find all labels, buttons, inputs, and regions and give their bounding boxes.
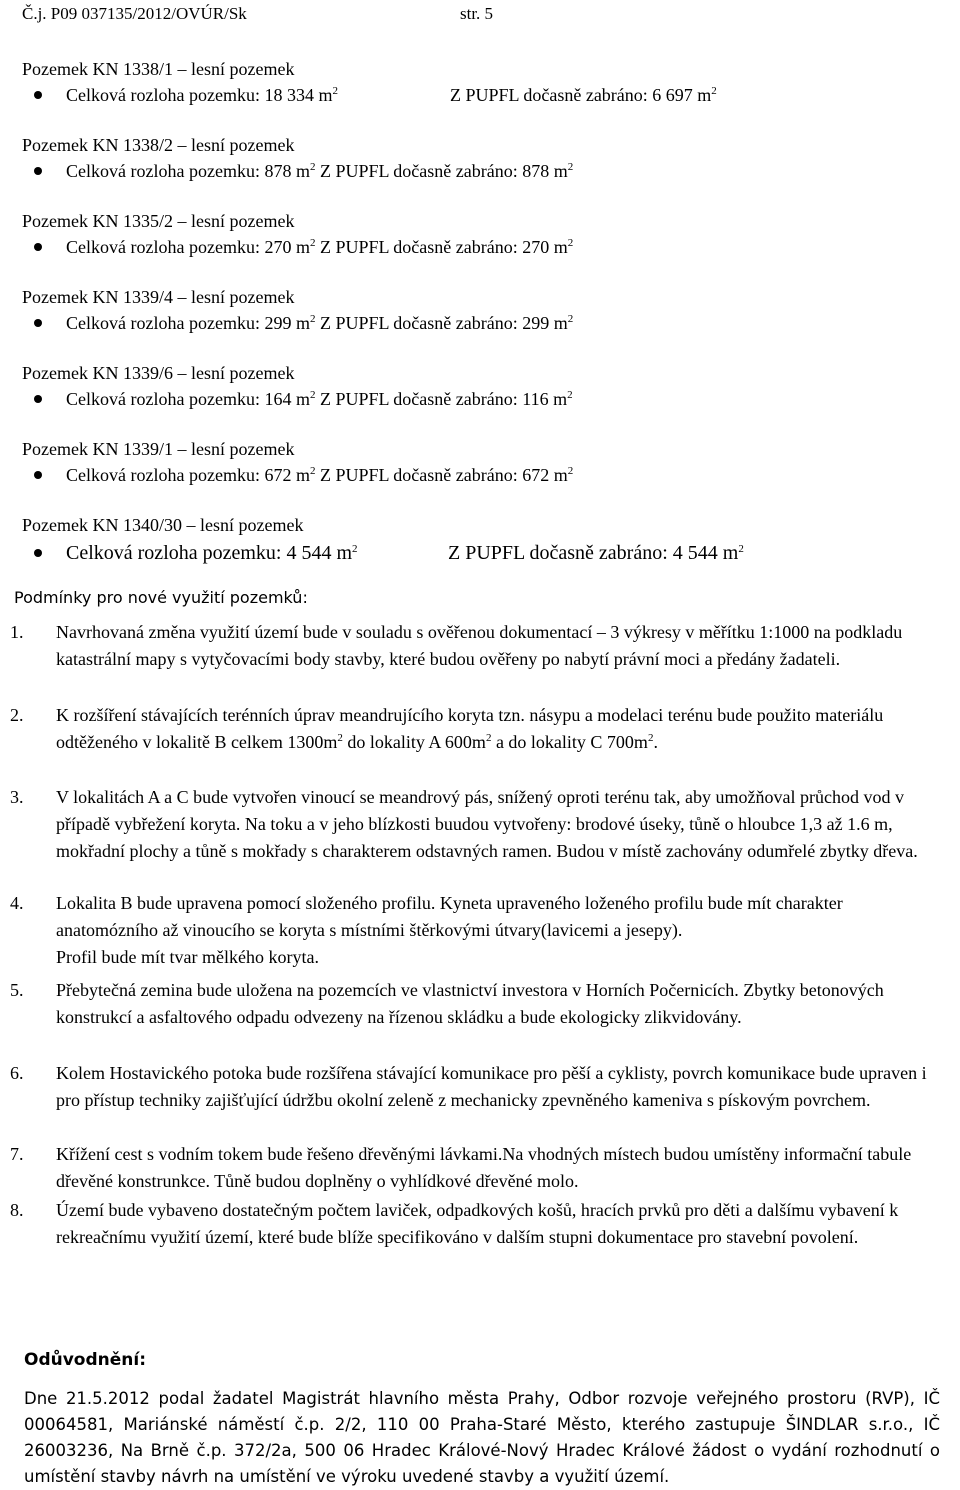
condition-item (10, 784, 945, 865)
condition-item (10, 977, 945, 1031)
plot-block (22, 132, 942, 184)
condition-number: 4. (10, 893, 24, 913)
condition-text: Území bude vybaveno dostatečným počtem laviček, odpadkových košů, hracích prvků pro děti a dalšímu vybavení k rekreačnímu využití území, které bude blíže specifikováno v dalším stupni dokumentace pro stavební povolení. (56, 1200, 899, 1247)
plot-occupied: Z PUPFL dočasně zabráno: 6 697 $m^2$ (450, 85, 717, 105)
bullet-icon (34, 91, 42, 99)
plot-block (22, 56, 942, 108)
condition-item (10, 1197, 945, 1251)
condition-number: 5. (10, 980, 24, 1000)
page-number: str. 5 (460, 4, 494, 23)
bullet-icon (34, 319, 42, 327)
plot-detail (22, 462, 942, 488)
plot-detail (22, 310, 942, 336)
condition-text: K rozšíření stávajících terénních úprav meandrujícího koryta tzn. násypu a modelaci terénu bude použito materiálu odtěženého v lokalitě B celkem $1300m^2$ do lokality A $600m^2$ a do lokality C $700m^2$. (56, 705, 884, 752)
bullet-icon (34, 167, 42, 175)
plot-block (22, 284, 942, 336)
condition-item (10, 702, 945, 756)
condition-number: 8. (10, 1200, 24, 1220)
bullet-icon (34, 471, 42, 479)
justification-title: Odůvodnění: (24, 1350, 147, 1370)
condition-number: 7. (10, 1144, 24, 1164)
condition-text: Lokalita B bude upravena pomocí složeného profilu. Kyneta upraveného loženého profilu bude mít charakter anatomózního až vinoucího se koryta s místními štěrkovými útvary(lavicemi a jesepy). (56, 893, 843, 940)
bullet-icon (34, 243, 42, 251)
plot-area-occupied: Celková rozloha pozemku: 878 $m^2$ Z PUPFL dočasně zabráno: 878 $m^2$ (66, 161, 574, 181)
plot-title: Pozemek KN 1339/1 – lesní pozemek (22, 439, 295, 459)
plot-area-occupied: Celková rozloha pozemku: 164 $m^2$ Z PUPFL dočasně zabráno: 116 $m^2$ (66, 389, 573, 409)
plot-detail (22, 386, 942, 412)
plot-area: Celková rozloha pozemku: 4 544 $m^2$ (66, 542, 358, 564)
condition-text-extra: Profil bude mít tvar mělkého koryta. (56, 947, 319, 967)
condition-text: Přebytečná zemina bude uložena na pozemcích ve vlastnictví investora v Horních Počernicích. Zbytky betonových konstrukcí a asfaltového odpadu odvezeny na řízenou skládku a bude ekologicky zlikvidovány. (56, 980, 884, 1027)
bullet-icon (34, 549, 42, 557)
plot-title: Pozemek KN 1340/30 – lesní pozemek (22, 515, 304, 535)
plot-block (22, 208, 942, 260)
condition-number: 3. (10, 787, 24, 807)
plot-detail (22, 234, 942, 260)
conditions-title: Podmínky pro nové využití pozemků: (14, 588, 308, 607)
condition-text: Navrhovaná změna využití území bude v souladu s ověřenou dokumentací – 3 výkresy v měřítku 1:1000 na podkladu katastrální mapy s vytyčovacími body stavby, které budou ověřeny po nabytí právní moci a předány žadateli. (56, 622, 903, 669)
condition-number: 6. (10, 1063, 24, 1083)
plot-area-occupied: Celková rozloha pozemku: 270 $m^2$ Z PUPFL dočasně zabráno: 270 $m^2$ (66, 237, 574, 257)
plot-occupied: Z PUPFL dočasně zabráno: 4 544 $m^2$ (448, 542, 744, 564)
page-header (22, 4, 494, 24)
plot-area-occupied: Celková rozloha pozemku: 299 $m^2$ Z PUPFL dočasně zabráno: 299 $m^2$ (66, 313, 574, 333)
justification-text: Dne 21.5.2012 podal žadatel Magistrát hlavního města Prahy, Odbor rozvoje veřejného prostoru (RVP), IČ 00064581, Mariánské náměstí č.p. 2/2, 110 00 Praha-Staré Město, kterého zastupuje ŠINDLAR s.r.o., IČ 26003236, Na Brně č.p. 372/2a, 500 06 Hradec Králové-Nový Hradec Králové žádost o vydání rozhodnutí o umístění stavby návrh na umístění ve výroku uvedené stavby a využití území. (24, 1389, 940, 1486)
plot-detail (22, 538, 942, 568)
condition-number: 2. (10, 705, 24, 725)
plot-detail (22, 82, 942, 108)
reference-number: Č.j. P09 037135/2012/OVÚR/Sk (22, 4, 247, 23)
condition-item (10, 619, 945, 673)
condition-text: Kolem Hostavického potoka bude rozšířena stávající komunikace pro pěší a cyklisty, povrch komunikace bude upraven i pro přístup techniky zajišťující údržbu okolní zeleně z mechanicky zpevněného kameniva s pískovým povrchem. (56, 1063, 927, 1110)
bullet-icon (34, 395, 42, 403)
plot-block (22, 436, 942, 488)
plot-area: Celková rozloha pozemku: 18 334 $m^2$ (66, 85, 338, 105)
plot-block (22, 512, 942, 568)
plot-title: Pozemek KN 1339/6 – lesní pozemek (22, 363, 295, 383)
condition-text: V lokalitách A a C bude vytvořen vinoucí se meandrový pás, snížený oproti terénu tak, aby umožňoval průchod vod v případě vybřežení koryta. Na toku a v jeho blízkosti buudou vytvořeny: brodové úseky, tůně o hloubce 1,3 až 1.6 m, mokřadní plochy a tůně s mokřady s charakterem odstavných ramen. Budou v místě zachovány odumřelé zbytky dřeva. (56, 787, 918, 861)
condition-item (10, 1060, 945, 1114)
condition-text: Křížení cest s vodním tokem bude řešeno dřevěnými lávkami.Na vhodných místech budou umístěny informační tabule dřevěné konstrunkce. Tůně budou doplněny o vyhlídkové dřevěné molo. (56, 1144, 912, 1191)
plot-title: Pozemek KN 1335/2 – lesní pozemek (22, 211, 295, 231)
condition-item (10, 890, 945, 971)
plot-title: Pozemek KN 1338/2 – lesní pozemek (22, 135, 295, 155)
plot-title: Pozemek KN 1339/4 – lesní pozemek (22, 287, 295, 307)
plot-title: Pozemek KN 1338/1 – lesní pozemek (22, 59, 295, 79)
plot-block (22, 360, 942, 412)
condition-item (10, 1141, 945, 1195)
condition-number: 1. (10, 622, 24, 642)
plot-area-occupied: Celková rozloha pozemku: 672 $m^2$ Z PUPFL dočasně zabráno: 672 $m^2$ (66, 465, 574, 485)
plot-detail (22, 158, 942, 184)
